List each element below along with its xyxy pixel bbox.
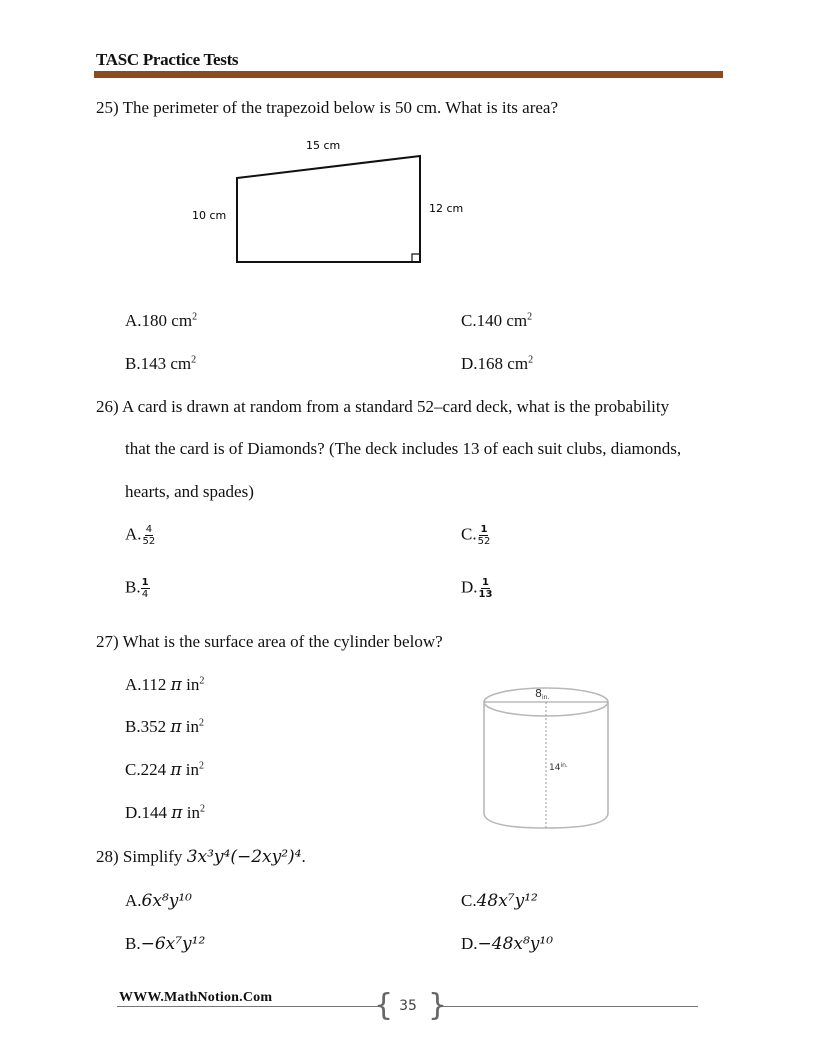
trapezoid-left-label: 10 cm xyxy=(192,209,227,222)
option-28-b[interactable]: B.−6x⁷y¹² xyxy=(125,934,206,954)
option-26-a[interactable]: A. $\frac{4}{52}$ xyxy=(125,524,156,547)
footer-rule-right xyxy=(440,1006,698,1007)
question-text-line3: hearts, and spades) xyxy=(125,482,254,501)
question-26 xyxy=(96,397,669,417)
question-text: Simplify xyxy=(122,847,183,866)
question-number: 28) xyxy=(96,847,119,866)
cylinder-diameter-label: 8in. xyxy=(535,687,550,701)
fraction: $\frac{1}{4}$ xyxy=(141,577,149,600)
option-27-b[interactable]: B.352 π $in^2$ xyxy=(125,717,205,737)
option-25-a[interactable]: A.180 $cm^2$ xyxy=(125,311,198,330)
question-text-line2: that the card is of Diamonds? (The deck includes 13 of each suit clubs, diamonds, xyxy=(125,439,682,458)
option-25-c[interactable]: C.140 $cm^2$ xyxy=(461,311,533,330)
trapezoid-shape xyxy=(237,156,420,262)
question-text: What is the surface area of the cylinder below? xyxy=(122,632,443,651)
trapezoid-figure xyxy=(180,130,480,275)
right-angle-marker xyxy=(412,254,420,262)
option-25-b[interactable]: B.143 $cm^2$ xyxy=(125,354,197,373)
footer-site: WWW.MathNotion.Com xyxy=(119,990,273,1005)
option-28-a[interactable]: A.6x⁸y¹⁰ xyxy=(125,891,192,911)
question-28: 28) Simplify 3x³y⁴(−2xy²)⁴. xyxy=(96,847,306,867)
cylinder-body xyxy=(484,702,608,828)
fraction: $\frac{1}{13}$ xyxy=(478,577,493,600)
header-title: TASC Practice Tests xyxy=(96,50,239,69)
option-25-d[interactable]: D.168 $cm^2$ xyxy=(461,354,534,373)
fraction: $\frac{4}{52}$ xyxy=(142,524,156,547)
question-number: 26) xyxy=(96,397,119,416)
question-number: 25) xyxy=(96,98,119,117)
question-number: 27) xyxy=(96,632,119,651)
math-expression: 3x³y⁴(−2xy²)⁴ xyxy=(186,847,302,867)
question-text: The perimeter of the trapezoid below is 50 cm. What is its area? xyxy=(122,98,559,117)
left-brace-icon: { xyxy=(374,988,394,1023)
trapezoid-right-label: 12 cm xyxy=(429,202,464,215)
option-26-d[interactable]: D. $\frac{1}{13}$ xyxy=(461,577,493,600)
option-26-b[interactable]: B. $\frac{1}{4}$ xyxy=(125,577,149,600)
option-27-a[interactable]: A.112 π $in^2$ xyxy=(125,675,205,695)
question-text-line1: A card is drawn at random from a standard 52–card deck, what is the probability xyxy=(121,397,670,416)
page-number: 35 xyxy=(399,998,417,1014)
question-27 xyxy=(96,632,443,652)
question-25 xyxy=(96,98,558,118)
option-27-c[interactable]: C.224 π $in^2$ xyxy=(125,760,205,780)
option-26-c[interactable]: C. $\frac{1}{52}$ xyxy=(461,524,491,547)
right-brace-icon: } xyxy=(428,988,448,1023)
option-28-c[interactable]: C.48x⁷y¹² xyxy=(461,891,538,911)
footer-rule-left xyxy=(117,1006,379,1007)
trapezoid-top-label: 15 cm xyxy=(306,139,341,152)
option-28-d[interactable]: D.−48x⁸y¹⁰ xyxy=(461,934,554,954)
fraction: $\frac{1}{52}$ xyxy=(477,524,491,547)
option-27-d[interactable]: D.144 π $in^2$ xyxy=(125,803,205,823)
cylinder-figure xyxy=(475,680,625,835)
cylinder-height-label: $14^{in.}$ xyxy=(549,762,568,773)
header-rule xyxy=(94,71,723,78)
